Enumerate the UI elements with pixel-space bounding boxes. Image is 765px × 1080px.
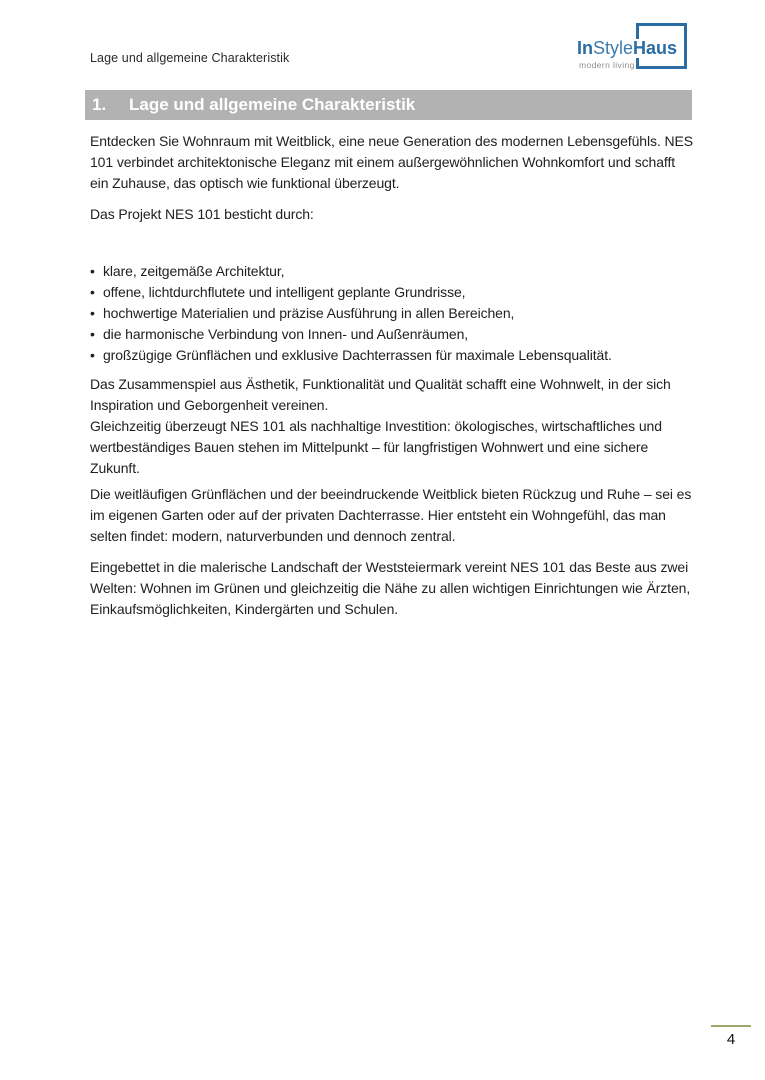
section-number: 1. [92, 95, 107, 114]
running-header: Lage und allgemeine Charakteristik [90, 51, 290, 65]
bullet-item: • hochwertige Materialien und präzise Ausführung in allen Bereichen, [90, 303, 694, 324]
logo-part-style: Style [593, 38, 634, 58]
logo-part-in: In [577, 38, 593, 58]
logo-part-haus: Haus [633, 38, 678, 58]
page-number: 4 [726, 1031, 736, 1048]
paragraph-project-lead: Das Projekt NES 101 besticht durch: [90, 206, 314, 222]
bullet-item: • offene, lichtdurchflutete und intelligent geplante Grundrisse, [90, 282, 694, 303]
feature-bullet-list [90, 261, 694, 366]
logo-tagline: modern living [579, 60, 635, 70]
section-heading-bar [85, 90, 692, 120]
paragraph-quality [90, 374, 694, 479]
bullet-item: • großzügige Grünflächen und exklusive Dachterrassen für maximale Lebensqualität. [90, 345, 694, 366]
paragraph-location: Eingebettet in die malerische Landschaft der Weststeiermark vereint NES 101 das Beste aus zwei Welten: Wohnen im Grünen und gleichzeitig die Nähe zu allen wichtigen Einrichtungen wie Ärzten, Einkaufsmöglichkeiten, Kindergärten und Schulen. [90, 559, 691, 617]
paragraph-quality-part1: Das Zusammenspiel aus Ästhetik, Funktionalität und Qualität schafft eine Wohnwelt, in der sich Inspiration und Geborgenheit vereinen. [90, 376, 671, 413]
footer-rule [711, 1025, 751, 1027]
paragraph-quality-part2: Gleichzeitig überzeugt NES 101 als nachhaltige Investition: ökologisches, wirtschaftliches und wertbeständiges Bauen stehen im Mittelpunkt – für langfristigen Wohnwert und eine sichere Zukunft. [90, 418, 662, 476]
logo-wordmark [577, 39, 679, 58]
paragraph-intro: Entdecken Sie Wohnraum mit Weitblick, eine neue Generation des modernen Lebensgefühls. NES 101 verbindet architektonische Eleganz mit einem außergewöhnlichen Wohnkomfort und schafft ein Zuhause, das optisch wie funktional überzeugt. [90, 133, 693, 191]
section-title: Lage und allgemeine Charakteristik [129, 95, 416, 114]
instylehaus-logo [570, 14, 700, 76]
bullet-item: • die harmonische Verbindung von Innen- und Außenräumen, [90, 324, 694, 345]
paragraph-green-spaces: Die weitläufigen Grünflächen und der beeindruckende Weitblick bieten Rückzug und Ruhe – sei es im eigenen Garten oder auf der privaten Dachterrasse. Hier entsteht ein Wohngefühl, das man selten findet: modern, naturverbunden und dennoch zentral. [90, 486, 692, 544]
bullet-item: • klare, zeitgemäße Architektur, [90, 261, 694, 282]
